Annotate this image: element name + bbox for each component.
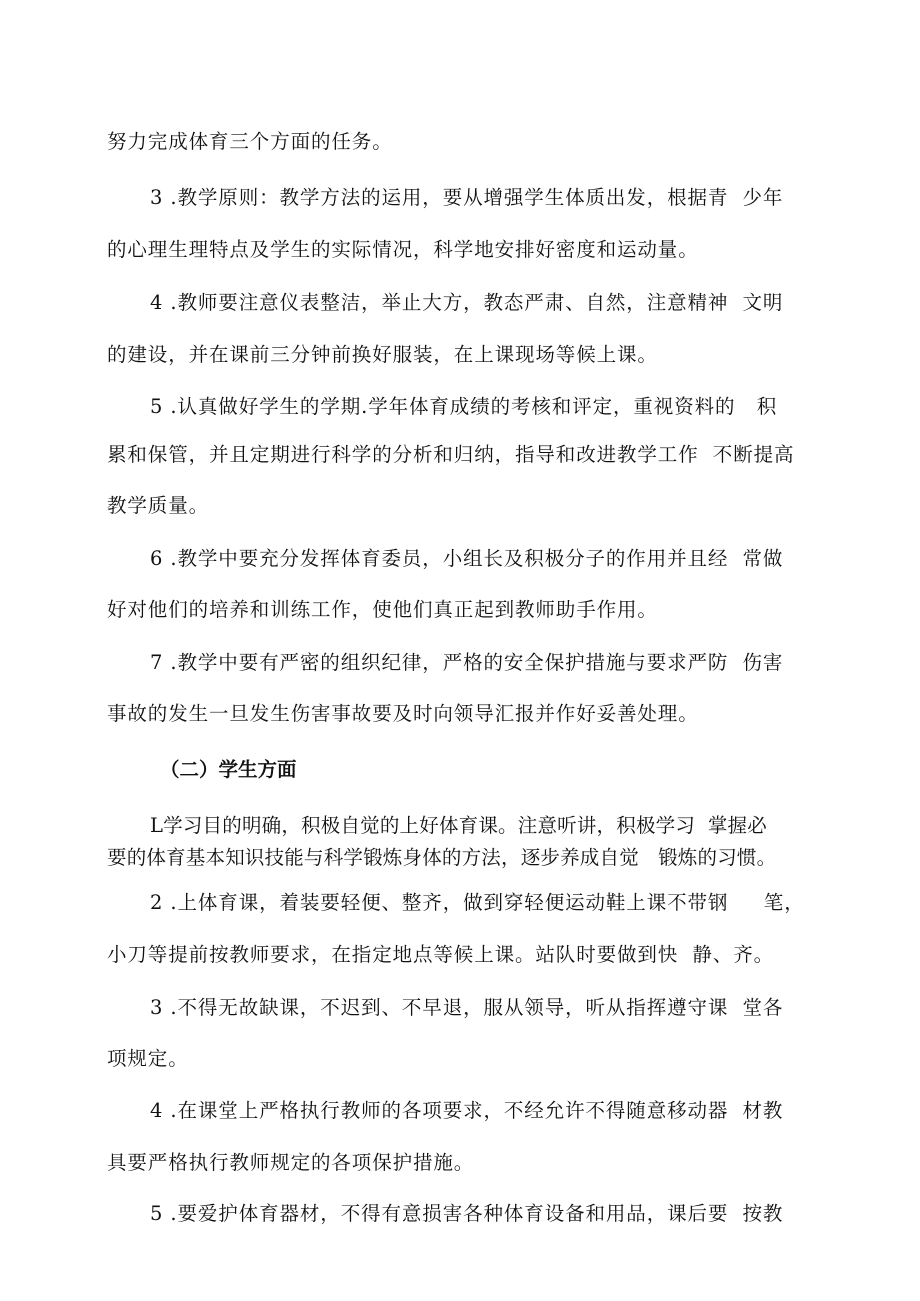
paragraph-line: 小刀等提前按教师要求，在指定地点等候上课。站队时要做到快 静、齐。 xyxy=(107,943,774,966)
paragraph-line: 具要严格执行教师规定的各项保护措施。 xyxy=(107,1151,475,1174)
section-heading: （二）学生方面 xyxy=(160,758,297,781)
paragraph-line: 教学质量。 xyxy=(107,494,210,517)
paragraph-line: 的建设，并在课前三分钟前换好服装，在上课现场等候上课。 xyxy=(107,343,658,366)
paragraph-line: 的心理生理特点及学生的实际情况，科学地安排好密度和运动量。 xyxy=(107,238,699,261)
paragraph-line: 事故的发生一旦发生伤害事故要及时向领导汇报并作好妥善处理。 xyxy=(107,702,699,725)
paragraph-line: 4 .教师要注意仪表整洁，举止大方，教态严肃、自然，注意精神 文明 xyxy=(150,291,784,314)
paragraph-line: 3 .教学原则：教学方法的运用，要从增强学生体质出发，根据青 少年 xyxy=(150,186,784,209)
paragraph-line: 5 .要爱护体育器材，不得有意损害各种体育设备和用品，课后要 按教 xyxy=(150,1202,784,1225)
paragraph-line: 好对他们的培养和训练工作，使他们真正起到教师助手作用。 xyxy=(107,598,658,621)
paragraph-line: 2 .上体育课，着装要轻便、整齐，做到穿轻便运动鞋上课不带钢 笔， xyxy=(150,891,805,914)
paragraph-line: 6 .教学中要充分发挥体育委员，小组长及积极分子的作用并且经 常做 xyxy=(150,547,784,570)
paragraph-line: 努力完成体育三个方面的任务。 xyxy=(107,130,393,153)
paragraph-line: 7 .教学中要有严密的组织纪律，严格的安全保护措施与要求严防 伤害 xyxy=(150,651,784,674)
paragraph-line: 3 .不得无故缺课，不迟到、不早退，服从领导，听从指挥遵守课 堂各 xyxy=(150,996,784,1019)
paragraph-line: 5 .认真做好学生的学期.学年体育成绩的考核和评定，重视资料的 积 xyxy=(150,395,778,418)
paragraph-line: 累和保管，并且定期进行科学的分析和归纳，指导和改进教学工作 不断提高 xyxy=(107,443,795,466)
paragraph-line: 项规定。 xyxy=(107,1047,189,1070)
paragraph-line: 要的体育基本知识技能与科学锻炼身体的方法，逐步养成自觉 锻炼的习惯。 xyxy=(107,846,777,869)
paragraph-line: 4 .在课堂上严格执行教师的各项要求，不经允许不得随意移动器 材教 xyxy=(150,1099,784,1122)
paragraph-line: L学习目的明确，积极自觉的上好体育课。注意听讲，积极学习 掌握必 xyxy=(150,814,767,837)
